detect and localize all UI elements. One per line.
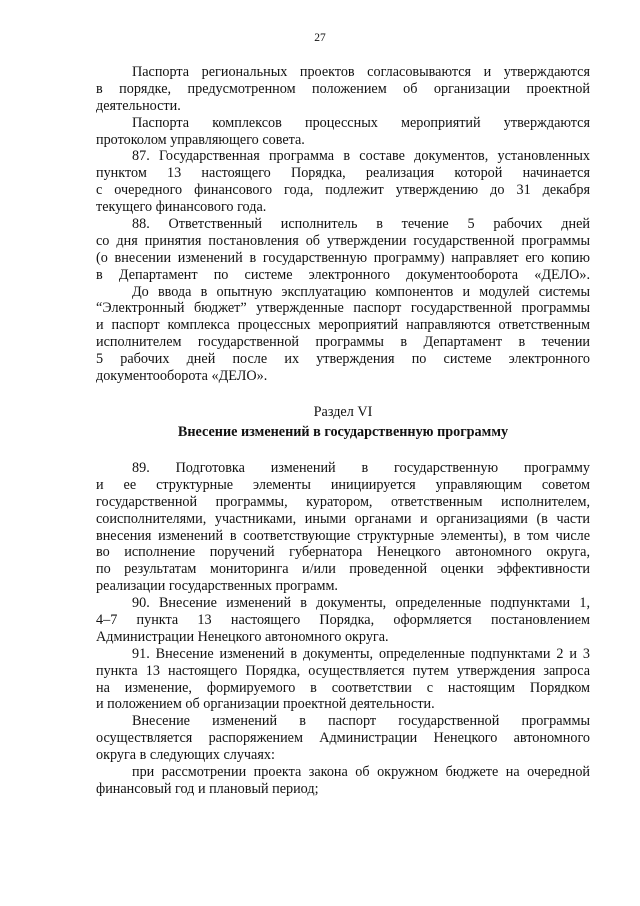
text-line: и положением об организации проектной деятельности. [96, 696, 435, 713]
text-line: исполнителем государственной программы в Департамент в течении [96, 334, 590, 351]
text-line: по результатам мониторинга и/или проведенной оценки эффективности [96, 561, 590, 578]
text-line: 87. Государственная программа в составе документов, установленных [132, 148, 590, 165]
text-line: протоколом управляющего совета. [96, 131, 305, 148]
text-line: 90. Внесение изменений в документы, определенные подпунктами 1, [132, 595, 590, 612]
text-block-top [96, 64, 590, 385]
page-number: 27 [314, 32, 326, 44]
text-line: Внесение изменений в паспорт государственной программы [132, 713, 590, 730]
text-line: (о внесении изменений в государственную программу) направляет его копию [96, 249, 590, 266]
text-line: 89. Подготовка изменений в государственную программу [132, 460, 590, 476]
section-number: Раздел VI [313, 404, 373, 420]
text-line: в порядке, предусмотренном положением об организации проектной [96, 80, 590, 97]
text-line: соисполнителями, участниками, иными органами и организациями (в части [96, 510, 590, 527]
text-line: До ввода в опытную эксплуатацию компонентов и модулей системы [132, 283, 590, 300]
text-line: деятельности. [96, 97, 181, 114]
text-line: 88. Ответственный исполнитель в течение 5 рабочих дней [132, 216, 590, 233]
text-line: 5 рабочих дней после их утверждения по системе электронного [96, 351, 590, 368]
text-line: с очередного финансового года, подлежит утверждению до 31 декабря [96, 182, 590, 199]
text-line: на изменение, формируемого в соответствии с настоящим Порядком [96, 679, 590, 696]
text-line: внесения изменений в соответствующие структурные элементы), в том числе [96, 527, 590, 544]
text-line: осуществляется распоряжением Администрации Ненецкого автономного [96, 730, 590, 747]
section-title: Внесение изменений в государственную программу [177, 424, 509, 440]
text-line: текущего финансового года. [96, 199, 267, 216]
text-line: финансовый год и плановый период; [96, 780, 319, 797]
text-line: в Департамент по системе электронного документооборота «ДЕЛО». [96, 266, 590, 283]
text-line: государственной программы, куратором, ответственным исполнителем, [96, 493, 590, 510]
text-line: со дня принятия постановления об утверждении государственной программы [96, 232, 590, 249]
text-line: реализации государственных программ. [96, 578, 338, 595]
text-line: 4–7 пункта 13 настоящего Порядка, оформляется постановлением [96, 612, 590, 629]
text-line: документооборота «ДЕЛО». [96, 368, 268, 385]
text-line: при рассмотрении проекта закона об окружном бюджете на очередной [132, 764, 590, 781]
text-line: пункта 13 настоящего Порядка, осуществляется путем утверждения запроса [96, 662, 590, 679]
text-line: Паспорта комплексов процессных мероприятий утверждаются [132, 114, 590, 131]
text-line: 91. Внесение изменений в документы, определенные подпунктами 2 и 3 [132, 645, 590, 662]
text-line: “Электронный бюджет” утвержденные паспорт государственной программы [96, 300, 590, 317]
text-line: пунктом 13 настоящего Порядка, реализация которой начинается [96, 165, 590, 182]
text-line: во исполнение поручений губернатора Ненецкого автономного округа, [96, 544, 590, 561]
text-line: Администрации Ненецкого автономного округа. [96, 628, 389, 645]
text-line: округа в следующих случаях: [96, 747, 275, 764]
text-line: и ее структурные элементы инициируется управляющим советом [96, 476, 590, 493]
text-line: Паспорта региональных проектов согласовываются и утверждаются [132, 64, 590, 80]
text-block-bottom [96, 460, 590, 798]
text-line: и паспорт комплекса процессных мероприятий направляются ответственным [96, 317, 590, 334]
